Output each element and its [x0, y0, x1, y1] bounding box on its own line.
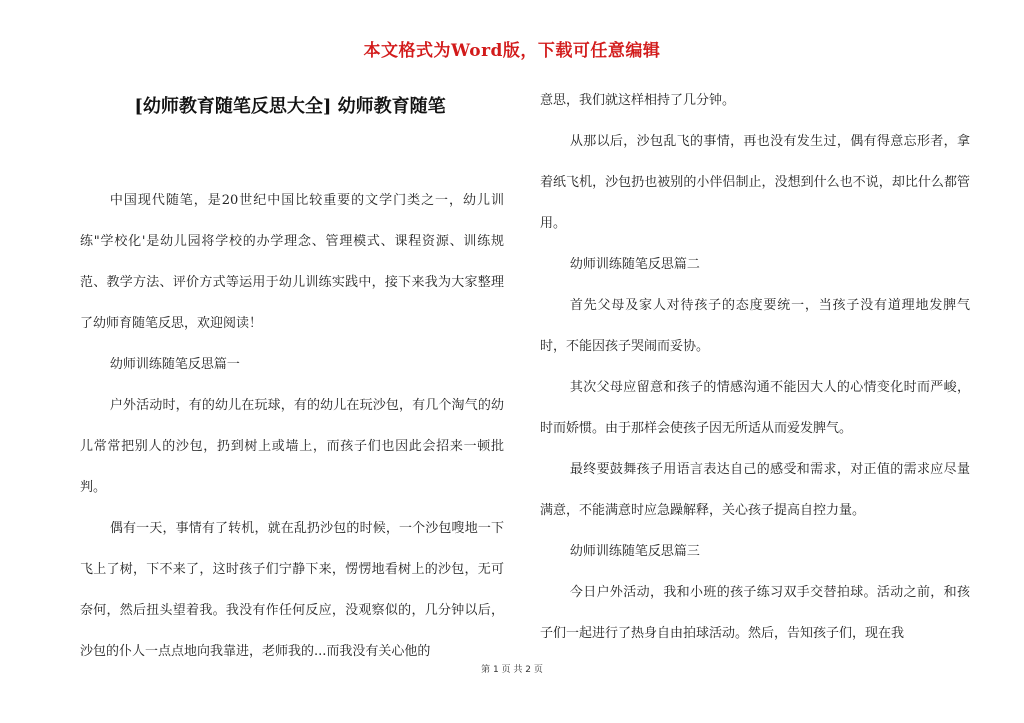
paragraph-ball-practice: 今日户外活动，我和小班的孩子练习双手交替拍球。活动之前，和孩子们一起进行了热身自由拍球活动。然后，告知孩子们，现在我: [540, 585, 970, 641]
paragraph-encourage-expression: 最终要鼓舞孩子用语言表达自己的感受和需求，对正值的需求应尽量满意，不能满意时应急躁解释，关心孩子提高自控力量。: [540, 462, 970, 518]
paragraph-since-then: 从那以后，沙包乱飞的事情，再也没有发生过，偶有得意忘形者，拿着纸飞机，沙包扔也被别的小伴侣制止，没想到什么也不说，却比什么都管用。: [540, 134, 970, 231]
section-heading-2: 幼师训练随笔反思篇二: [569, 257, 700, 272]
section-heading-1: 幼师训练随笔反思篇一: [109, 357, 240, 372]
page-number-footer: 第 1 页 共 2 页: [481, 665, 543, 675]
paragraph-turning-point: 偶有一天，事情有了转机，就在乱扔沙包的时候，一个沙包嗖地一下飞上了树，下不来了，这时孩子们宁静下来，愣愣地看树上的沙包，无可奈何，然后扭头望着我。我没有作任何反应，没观察似的，几分钟以后，沙包的仆人一点点地向我靠进，老师我的...而我没有关心他的: [80, 521, 504, 659]
section-heading-3: 幼师训练随笔反思篇三: [569, 544, 700, 559]
intro-paragraph: 中国现代随笔，是20世纪中国比较重要的文学门类之一，幼儿训练"学校化'是幼儿园将学校的办学理念、管理模式、课程资源、训练规范、教学方法、评价方式等运用于幼儿训练实践中，接下来我为大家整理了幼师育随笔反思，欢迎阅读！: [80, 193, 504, 331]
document-title: [幼师教育随笔反思大全] 幼师教育随笔: [134, 96, 446, 117]
right-column: [540, 80, 970, 654]
paragraph-outdoor-activity: 户外活动时，有的幼儿在玩球，有的幼儿在玩沙包，有几个淘气的幼儿常常把别人的沙包，扔到树上或墙上，而孩子们也因此会招来一顿批判。: [80, 398, 504, 495]
paragraph-parents-attitude: 首先父母及家人对待孩子的态度要统一，当孩子没有道理地发脾气时，不能因孩子哭闹而妥协。: [540, 298, 970, 354]
paragraph-emotional-communication: 其次父母应留意和孩子的情感沟通不能因大人的心情变化时而严峻，时而娇惯。由于那样会使孩子因无所适从而爱发脾气。: [540, 380, 970, 436]
paragraph-continuation: 意思，我们就这样相持了几分钟。: [540, 93, 736, 108]
document-banner: 本文格式为Word版，下载可任意编辑: [363, 41, 661, 61]
left-column: [80, 180, 504, 672]
